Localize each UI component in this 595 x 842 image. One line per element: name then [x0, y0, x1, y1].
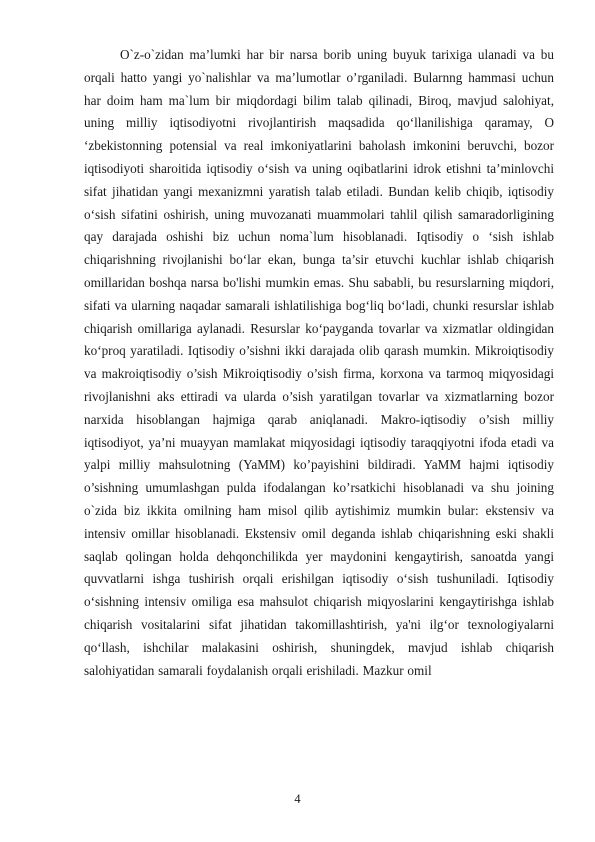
body-paragraph: O`z-o`zidan ma’lumki har bir narsa borib uning buyuk tarixiga ulanadi va bu orqali hatto yangi yo`nalishlar va ma’lumotlar o’rganiladi. Bularnng hammasi uchun har doim ham ma`lum bir miqdordagi bilim talab qilinadi, Biroq, mavjud salohiyat, uning milliy iqtisodiyotni rivojlantirish maqsadida qo‘llanilishiga qaramay, O ‘zbekistonning potensial va real imkoniyatlarini baholash imkonini beruvchi, bozor iqtisodiyoti sharoitida iqtisodiy o‘sish va uning oqibatlarini idrok etishni ta’minlovchi sifat jihatidan yangi mexanizmni yaratish talab etiladi. Bundan kelib chiqib, iqtisodiy o‘sish sifatini oshirish, uning muvozanati muammolari tahlil qilish samaradorligining qay darajada oshishi biz uchun noma`lum hisoblanadi. Iqtisodiy o ‘sish ishlab chiqarishning rivojlanishi bo‘lar ekan, bunga ta’sir etuvchi kuchlar ishlab chiqarish omillaridan boshqa narsa bo'lishi mumkin emas. Shu sababli, bu resurslarning miqdori, sifati va ularning naqadar samarali ishlatilishiga bog‘liq bo‘ladi, chunki resurslar ishlab chiqarish omillariga aylanadi. Resurslar ko‘payganda tovarlar va xizmatlar oldingidan ko‘proq yaratiladi. Iqtisodiy o’sishni ikki darajada olib qarash mumkin. Mikroiqtisodiy va makroiqtisodiy o’sish Mikroiqtisodiy o’sish firma, korxona va tarmoq miqyosidagi rivojlanishni aks ettiradi va ularda o’sish yaratilgan tovarlar va xizmatlarning bozor narxida hisoblangan hajmiga qarab aniqlanadi. Makro-iqtisodiy o’sish milliy iqtisodiyot, ya’ni muayyan mamlakat miqyosidagi iqtisodiy taraqqiyotni ifoda etadi va yalpi milliy mahsulotning (YaMM) ko’payishini bildiradi. YaMM hajmi iqtisodiy o’sishning umumlashgan pulda ifodalangan ko’rsatkichi hisoblanadi va shu joining o`zida biz ikkita omilning ham misol qilib aytishimiz mumkin bular: ekstensiv va intensiv omillar hisoblanadi. Ekstensiv omil deganda ishlab chiqarishning eski shakli saqlab qolingan holda dehqonchilikda yer maydonini kengaytirish, sanoatda yangi quvvatlarni ishga tushirish orqali erishilgan iqtisodiy o‘sish tushuniladi. Iqtisodiy o‘sishning intensiv omiliga esa mahsulot chiqarish miqyoslarini kengaytirishga ishlab chiqarish vositalarini sifat jihatidan takomillashtirish, ya'ni ilg‘or texnologiyalarni qo‘llash, ishchilar malakasini oshirish, shuningdek, mavjud ishlab chiqarish salohiyatidan samarali foydalanish orqali erishiladi. Mazkur omil [84, 47, 554, 678]
page-number: 4 [294, 792, 301, 806]
